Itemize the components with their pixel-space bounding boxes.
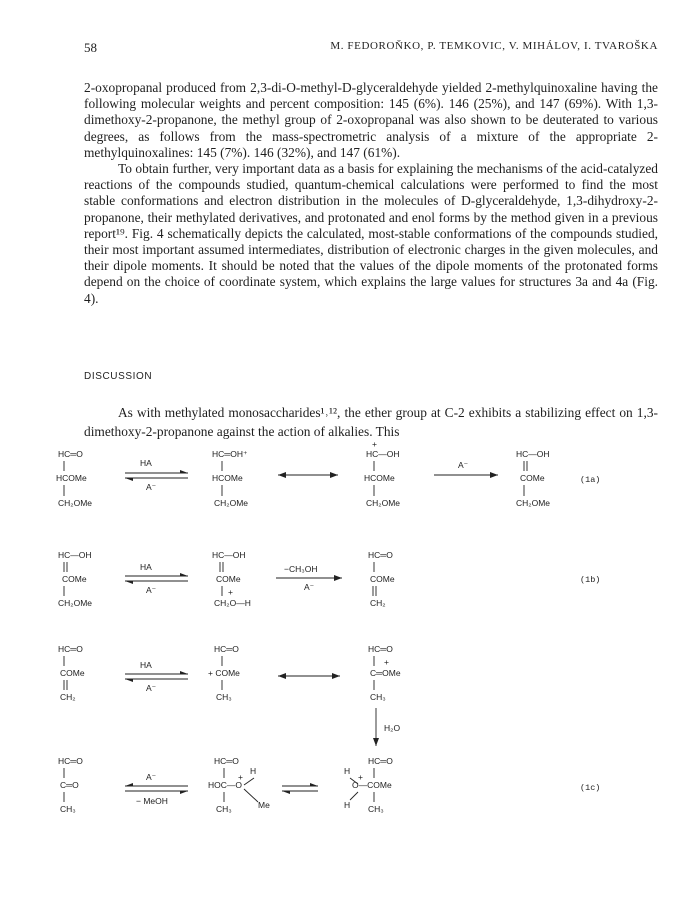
svg-text:COMe: COMe <box>216 574 241 584</box>
equilibrium-arrow-r3 <box>125 660 188 693</box>
svg-text:CH₂O—H: CH₂O—H <box>214 598 251 608</box>
structure-r2s3 <box>368 550 395 608</box>
hydration-arrow <box>373 708 400 746</box>
svg-text:CH₂OMe: CH₂OMe <box>366 498 400 508</box>
equilibrium-arrow-r4b <box>282 783 318 794</box>
svg-text:CH₃: CH₃ <box>216 692 232 702</box>
structure-r3s2 <box>208 644 240 702</box>
svg-text:HC═O: HC═O <box>368 644 393 654</box>
svg-text:+: + <box>372 440 377 449</box>
svg-text:HOC—O: HOC—O <box>208 780 242 790</box>
svg-text:A⁻: A⁻ <box>458 460 469 470</box>
svg-text:CH₃: CH₃ <box>60 804 76 814</box>
svg-text:HC═O: HC═O <box>214 756 239 766</box>
structure-r2s2 <box>212 550 251 608</box>
svg-text:COMe: COMe <box>370 574 395 584</box>
svg-text:HC═OH⁺: HC═OH⁺ <box>212 449 248 459</box>
discussion-text <box>84 403 658 441</box>
svg-text:H: H <box>344 800 351 810</box>
structure-r1s1 <box>56 449 92 508</box>
label-1c: (1c) <box>580 783 601 793</box>
svg-text:+: + <box>358 772 363 782</box>
svg-text:Me: Me <box>258 800 270 810</box>
svg-text:− MeOH: − MeOH <box>136 796 168 806</box>
svg-text:HA: HA <box>140 660 152 670</box>
svg-text:+: + <box>238 772 243 782</box>
svg-text:HCOMe: HCOMe <box>56 473 87 483</box>
svg-text:A⁻: A⁻ <box>146 683 157 693</box>
svg-text:+: + <box>228 587 233 597</box>
svg-text:+: + <box>384 657 389 667</box>
structure-r2s1 <box>58 550 92 608</box>
svg-text:HC═O: HC═O <box>214 644 239 654</box>
section-heading-discussion: DISCUSSION <box>84 371 153 382</box>
svg-text:H: H <box>344 766 351 776</box>
structure-r1s4 <box>516 449 550 508</box>
structure-r3s1 <box>58 644 85 702</box>
svg-text:HA: HA <box>140 562 152 572</box>
svg-text:HC—OH: HC—OH <box>516 449 550 459</box>
svg-text:−CH₃OH: −CH₃OH <box>284 564 318 574</box>
page-header <box>84 40 658 60</box>
svg-text:CH₂OMe: CH₂OMe <box>58 498 92 508</box>
svg-text:HCOMe: HCOMe <box>364 473 395 483</box>
structure-r3s3 <box>368 644 401 702</box>
svg-text:A⁻: A⁻ <box>304 582 315 592</box>
scheme-row-1b <box>58 550 600 608</box>
equilibrium-arrow-r2 <box>125 562 188 595</box>
page-number: 58 <box>84 40 97 55</box>
svg-text:H: H <box>250 766 257 776</box>
svg-text:C═O: C═O <box>60 780 79 790</box>
scheme-row-1a <box>56 440 600 508</box>
svg-text:A⁻: A⁻ <box>146 585 157 595</box>
reaction-arrow-r1 <box>434 460 498 478</box>
svg-text:HC—OH: HC—OH <box>366 449 400 459</box>
svg-text:HC═O: HC═O <box>58 449 83 459</box>
svg-text:HC═O: HC═O <box>368 756 393 766</box>
svg-text:H₂O: H₂O <box>384 723 401 733</box>
paragraph-quantum-chemical: To obtain further, very important data as a basis for explaining the mechanisms of the acid-catalyzed reactions of the compounds studied, quantum-chemical calculations were performed to find the most stable conformations and electron distribution in the molecules of D-glyceraldehyde, 1,3-dihydroxy-2-propanone, their methylated derivatives, and protonated and enol forms by the method given in a previous report¹⁹. Fig. 4 schematically depicts the calculated, most-stable conformations of the compounds studied, their most important assumed intermediates, distribution of electronic charges in the given molecules, and their dipole moments. It should be noted that the values of the dipole moments of the protonated forms depend on the choice of coordinate system, which explains the large values for structures 3a and 4a (Fig. 4). <box>84 161 658 306</box>
svg-text:COMe: COMe <box>520 473 545 483</box>
svg-text:A⁻: A⁻ <box>146 772 157 782</box>
svg-text:CH₂: CH₂ <box>60 692 76 702</box>
svg-text:HC═O: HC═O <box>368 550 393 560</box>
reaction-scheme <box>0 440 676 880</box>
resonance-arrow-r1 <box>278 472 338 478</box>
structure-r1s2 <box>212 449 248 508</box>
structure-r4s1 <box>58 756 83 814</box>
svg-text:C═OMe: C═OMe <box>370 668 401 678</box>
scheme-row-1c-top <box>58 644 401 746</box>
svg-text:CH₂OMe: CH₂OMe <box>58 598 92 608</box>
svg-text:CH₂: CH₂ <box>370 598 386 608</box>
running-head-authors: M. FEDOROŇKO, P. TEMKOVIC, V. MIHÁLOV, I. TVAROŠKA <box>330 40 658 52</box>
structure-r4s2 <box>208 756 270 814</box>
svg-text:CH₂OMe: CH₂OMe <box>214 498 248 508</box>
svg-text:CH₃: CH₃ <box>370 692 386 702</box>
svg-text:O—COMe: O—COMe <box>352 780 392 790</box>
label-1a: (1a) <box>580 475 601 485</box>
resonance-arrow-r3 <box>278 673 340 679</box>
svg-text:+ COMe: + COMe <box>208 668 240 678</box>
svg-text:CH₃: CH₃ <box>216 804 232 814</box>
svg-text:HC═O: HC═O <box>58 644 83 654</box>
svg-text:HC═O: HC═O <box>58 756 83 766</box>
label-1b: (1b) <box>580 575 601 585</box>
svg-text:COMe: COMe <box>60 668 85 678</box>
svg-text:HC—OH: HC—OH <box>212 550 246 560</box>
svg-text:COMe: COMe <box>62 574 87 584</box>
equilibrium-arrow-r4 <box>125 772 188 806</box>
elimination-arrow-r2 <box>276 564 342 592</box>
paragraph-quinoxaline: 2-oxopropanal produced from 2,3-di-O-methyl-D-glyceraldehyde yielded 2-methylquinoxaline having the following molecular weights and percent composition: 145 (6%). 146 (25%), and 147 (69%). With 1,3-dimethoxy-2-propanone, the methyl group of 2-oxopropanal was also shown to be deuterated to various degrees, as follows from the mass-spectrometric analysis of a mixture of the appropriate 2-methylquinoxalines: 145 (7%). 146 (32%), and 147 (61%). <box>84 80 658 160</box>
body-text <box>84 80 658 307</box>
scheme-row-1c-bottom <box>58 756 600 814</box>
equilibrium-arrow-r1 <box>125 458 188 492</box>
paragraph-discussion: As with methylated monosaccharides¹˒¹², the ether group at C-2 exhibits a stabilizing effect on 1,3-dimethoxy-2-propanone against the action of alkalies. This <box>84 405 658 439</box>
structure-r1s3 <box>364 440 400 508</box>
svg-text:HCOMe: HCOMe <box>212 473 243 483</box>
svg-text:A⁻: A⁻ <box>146 482 157 492</box>
svg-text:CH₃: CH₃ <box>368 804 384 814</box>
svg-text:CH₂OMe: CH₂OMe <box>516 498 550 508</box>
svg-text:HC—OH: HC—OH <box>58 550 92 560</box>
structure-r4s3 <box>344 756 393 814</box>
svg-text:HA: HA <box>140 458 152 468</box>
